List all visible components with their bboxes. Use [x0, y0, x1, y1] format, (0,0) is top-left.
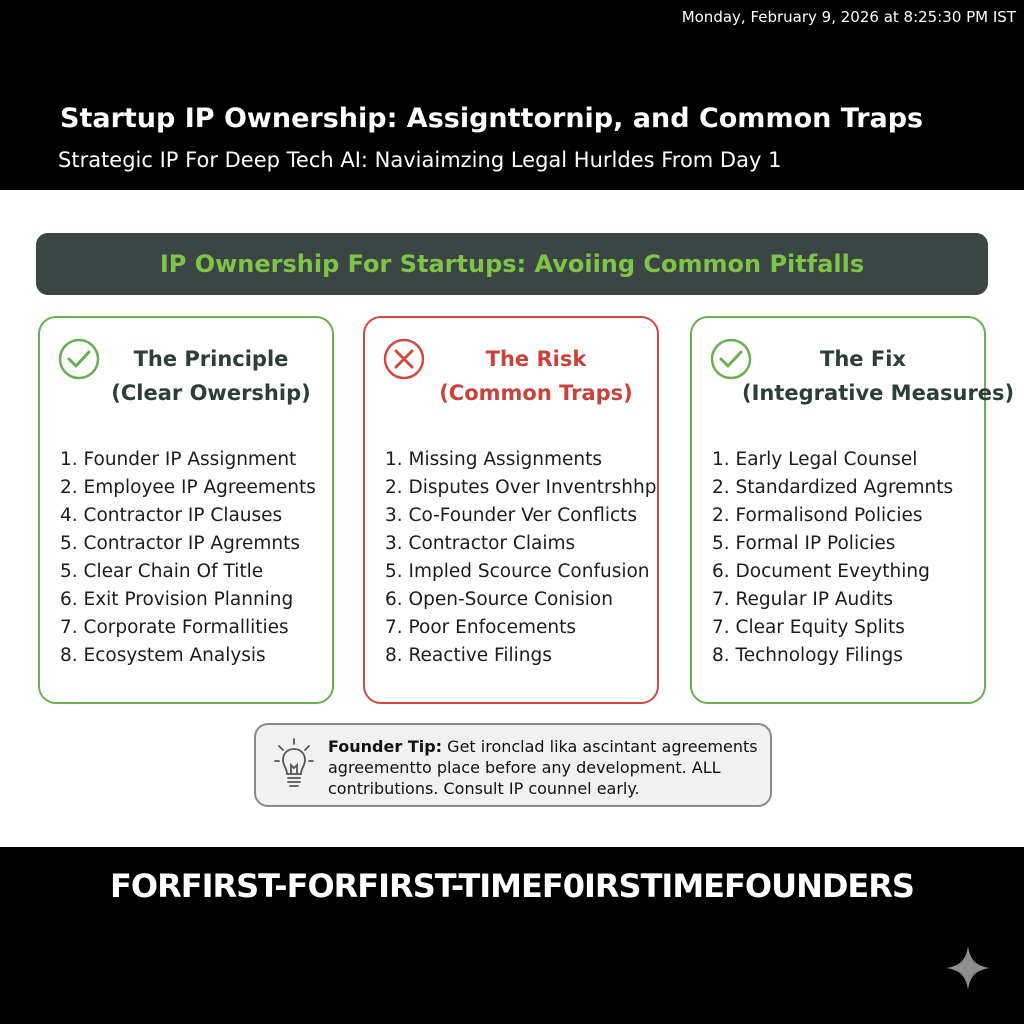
page-subtitle: Strategic IP For Deep Tech AI: Naviaimzing Legal Hurldes From Day 1 [58, 148, 782, 172]
card-heading [90, 342, 332, 410]
tip-body: Get ironclad lika ascintant agreements agreementto place before any development. ALL contributions. Consult IP counnel early. [328, 737, 758, 798]
founder-tip-box [254, 723, 772, 807]
card-fix [690, 316, 1015, 704]
card-heading-title: The Risk [485, 347, 587, 371]
header-band [0, 0, 1024, 190]
list-item: 1. Missing Assignments [385, 449, 602, 470]
list-item: 8. Ecosystem Analysis [60, 645, 266, 666]
banner-title: IP Ownership For Startups: Avoiing Common Pitfalls [159, 250, 865, 278]
card-heading-subtitle: (Integrative Measures) [742, 381, 1015, 405]
card-heading-title: The Principle [133, 347, 289, 371]
infographic-panel [0, 190, 1024, 847]
card-risk [363, 316, 659, 704]
list-item: 6. Document Eveything [712, 561, 930, 582]
lightbulb-icon [274, 737, 314, 793]
list-item: 2. Employee IP Agreements [60, 477, 316, 498]
list-item: 2. Disputes Over Inventrshhp [385, 477, 657, 498]
list-item: 5. Clear Chain Of Title [60, 561, 264, 582]
list-item: 5. Contractor IP Agremnts [60, 533, 301, 554]
card-list [385, 446, 656, 670]
timestamp: Monday, February 9, 2026 at 8:25:30 PM IST [681, 8, 1016, 26]
sparkle-icon [944, 944, 992, 992]
list-item: 1. Early Legal Counsel [712, 449, 918, 470]
card-heading [742, 342, 1015, 410]
list-item: 3. Co-Founder Ver Conflicts [385, 505, 638, 526]
list-item: 7. Corporate Formallities [60, 617, 289, 638]
footer-band [0, 847, 1024, 1024]
footer-title: FORFIRST-FORFIRST-TIMEF0IRSTIMEFOUNDERS [110, 867, 914, 905]
list-item: 5. Impled Scource Confusion [385, 561, 650, 582]
list-item: 5. Formal IP Policies [712, 533, 896, 554]
tip-label: Founder Tip: [328, 737, 443, 756]
card-heading-subtitle: (Clear Owership) [111, 381, 311, 405]
section-banner [36, 233, 988, 295]
card-list [712, 446, 953, 670]
list-item: 4. Contractor IP Clauses [60, 505, 283, 526]
list-item: 6. Exit Provision Planning [60, 589, 294, 610]
card-heading [415, 342, 657, 410]
page-title: Startup IP Ownership: Assignttornip, and Common Traps [60, 103, 924, 134]
list-item: 6. Open-Source Conision [385, 589, 613, 610]
list-item: 7. Regular IP Audits [712, 589, 894, 610]
list-item: 7. Clear Equity Splits [712, 617, 905, 638]
card-heading-subtitle: (Common Traps) [439, 381, 633, 405]
list-item: 3. Contractor Claims [385, 533, 576, 554]
founder-tip-text [328, 736, 764, 799]
list-item: 7. Poor Enfocements [385, 617, 576, 638]
card-list [60, 446, 316, 670]
list-item: 2. Formalisond Policies [712, 505, 923, 526]
list-item: 8. Technology Filings [712, 645, 903, 666]
list-item: 8. Reactive Filings [385, 645, 552, 666]
list-item: 2. Standardized Agremnts [712, 477, 954, 498]
list-item: 1. Founder IP Assignment [60, 449, 297, 470]
card-heading-title: The Fix [820, 347, 906, 371]
card-principle [38, 316, 334, 704]
